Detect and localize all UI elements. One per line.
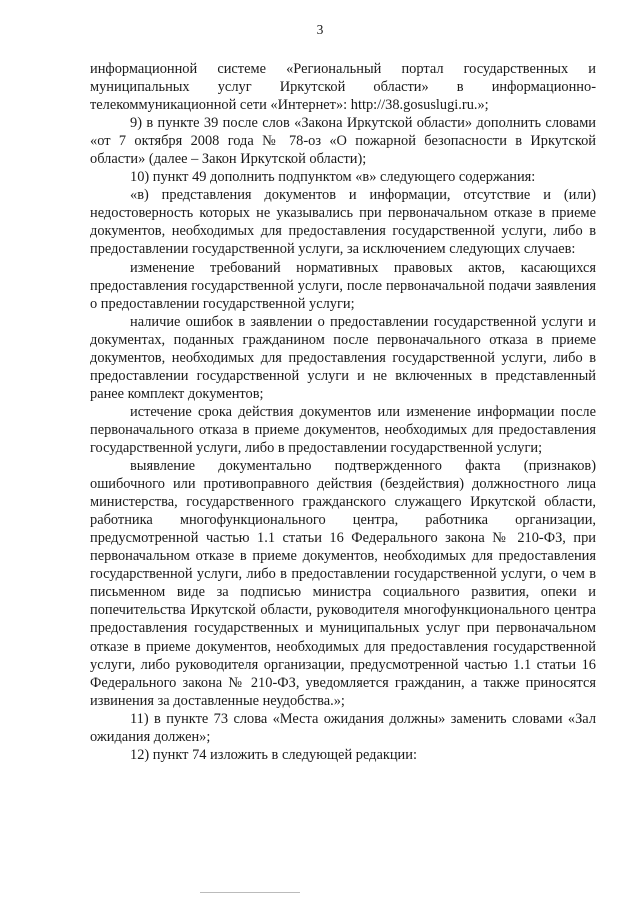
paragraph: 9) в пункте 39 после слов «Закона Иркутской области» дополнить словами «от 7 октября 2008 года № 78-оз «О пожарной безопасности в Иркутской области» (далее – Закон Иркутской области);: [90, 115, 596, 168]
paragraph: 12) пункт 74 изложить в следующей редакции:: [130, 746, 417, 763]
paragraph: информационной системе «Региональный портал государственных и муниципальных услуг Иркутской области» в информационно-телекоммуникационной сети «Интернет»: http://38.gosuslugi.ru.»;: [90, 61, 596, 114]
page-number: 3: [316, 22, 324, 37]
paragraph: истечение срока действия документов или изменение информации после первоначального отказа в приеме документов, необходимых для предоставления государственной услуги, либо в предоставлении государственной услуги;: [90, 403, 596, 456]
paragraph: 10) пункт 49 дополнить подпунктом «в» следующего содержания:: [130, 169, 536, 186]
paragraph: наличие ошибок в заявлении о предоставлении государственной услуги и документах, поданных гражданином после первоначального отказа в приеме документов, необходимых для предоставления государственной услуги, либо в предоставлении государственной услуги и не включенных в представленный ранее комплект документов;: [90, 313, 596, 402]
paragraph: выявление документально подтвержденного факта (признаков) ошибочного или противоправного действия (бездействия) должностного лица министерства, государственного гражданского служащего Иркутской области, работника многофункционального центра, работника организации, предусмотренной частью 1.1 статьи 16 Федерального закона № 210-ФЗ, при первоначальном отказе в приеме документов, необходимых для предоставления государственной услуги, либо в предоставлении государственной услуги, о чем в письменном виде за подписью министра социального развития, опеки и попечительства Иркутской области, руководителя многофункционального центра предоставления государственных и муниципальных услуг при первоначальном отказе в приеме документов, необходимых для предоставления государственной услуги, либо руководителя организации, предусмотренной частью 1.1 статьи 16 Федерального закона № 210-ФЗ, уведомляется гражданин, а также приносятся извинения за доставленные неудобства.»;: [90, 458, 596, 709]
paragraph: «в) представления документов и информации, отсутствие и (или) недостоверность которых не указывались при первоначальном отказе в приеме документов, необходимых для предоставления государственной услуги, либо в предоставлении государственной услуги, за исключением следующих случаев:: [90, 187, 596, 258]
footer-divider: [200, 892, 300, 893]
document-body: [90, 60, 596, 764]
paragraph: 11) в пункте 73 слова «Места ожидания должны» заменить словами «Зал ожидания должен»;: [90, 710, 596, 745]
paragraph: изменение требований нормативных правовых актов, касающихся предоставления государственной услуги, после первоначальной подачи заявления о предоставлении государственной услуги;: [90, 259, 596, 312]
